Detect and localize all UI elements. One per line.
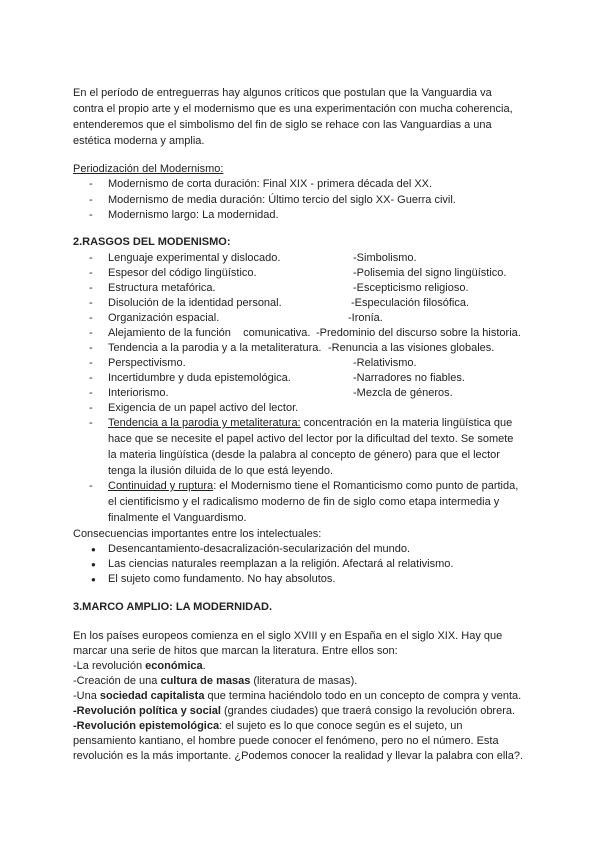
list-item: -Simbolismo.	[353, 252, 417, 264]
list-item: Las ciencias naturales reemplazan a la religión. Afectará al relativismo.	[108, 558, 454, 570]
intro-line-1: En el período de entreguerras hay algunos críticos que postulan que la Vanguardia va	[73, 87, 492, 99]
list-item: Tendencia a la parodia y a la metaliteratura.	[108, 342, 322, 354]
list-item: Disolución de la identidad personal.	[108, 297, 282, 309]
list-item: Incertidumbre y duda epistemológica.	[108, 372, 291, 384]
intro-line-3: entenderemos que el simbolismo del fin de siglo se rehace con las Vanguardias a una	[73, 119, 492, 131]
parodia-item	[108, 416, 512, 430]
section-2-heading: 2.RASGOS DEL MODENISMO:	[73, 236, 231, 248]
list-item: Lenguaje experimental y dislocado.	[108, 252, 281, 264]
list-item: -Predominio del discurso sobre la historia.	[316, 327, 521, 339]
list-item: -Especulación filosófica.	[351, 297, 470, 309]
parodia-text: concentración en la materia lingüística que	[300, 417, 513, 429]
consequences-heading: Consecuencias importantes entre los intelectuales:	[73, 528, 322, 540]
continuidad-label: Continuidad y ruptura	[108, 480, 214, 492]
section3-line-final: revolución es la más importante. ¿Podemos conocer la realidad y llevar la palabra con ella?.	[73, 750, 524, 762]
list-item: Alejamiento de la función comunicativa.	[108, 327, 311, 339]
section3-item-economica: -La revolución económica.	[73, 660, 206, 672]
list-item: Exigencia de un papel activo del lector.	[108, 402, 299, 414]
continuidad-text: : el Modernismo tiene el Romanticismo como punto de partida,	[213, 480, 519, 492]
section3-line-2: marcar una serie de hitos que marcan la literatura. Entre ellos son:	[73, 645, 398, 657]
list-item: -Ironía.	[348, 312, 383, 324]
list-item: -Mezcla de géneros.	[353, 387, 453, 399]
parodia-line-4: tenga la ilusión diluida de lo que está leyendo.	[108, 465, 334, 477]
continuidad-line-2: el cientificismo y el radicalismo moderno de fin de siglo como etapa intermedia y	[108, 496, 500, 508]
list-item: -Renuncia a las visiones globales.	[328, 342, 495, 354]
periodization-heading: Periodización del Modernismo:	[73, 163, 224, 175]
continuidad-line-3: finalmente el Vanguardismo.	[108, 512, 247, 524]
list-item: Desencantamiento-desacralización-secularización del mundo.	[108, 543, 411, 555]
intro-line-4: estética moderna y amplia.	[73, 135, 205, 147]
section3-line-1: En los países europeos comienza en el siglo XVIII y en España en el siglo XIX. Hay que	[73, 630, 503, 642]
list-item: -Relativismo.	[353, 357, 417, 369]
parodia-line-2: hace que se necesite el papel activo del lector por la dificultad del texto. Se somete	[108, 433, 514, 445]
section-3-heading: 3.MARCO AMPLIO: LA MODERNIDAD.	[73, 601, 273, 613]
list-item: -Narradores no fiables.	[353, 372, 465, 384]
list-item: Organización espacial.	[108, 312, 220, 324]
continuidad-item	[108, 479, 518, 493]
list-item: Modernismo largo: La modernidad.	[108, 209, 279, 221]
list-item: -Escepticismo religioso.	[353, 282, 469, 294]
section3-item-masas: -Creación de una cultura de masas (literatura de masas).	[73, 675, 358, 687]
list-item: Interiorismo.	[108, 387, 169, 399]
list-item: Espesor del código lingüístico.	[108, 267, 257, 279]
parodia-line-3: la materia lingüística (desde la palabra al concepto de género) para que el lector	[108, 449, 500, 461]
list-item: El sujeto como fundamento. No hay absolutos.	[108, 573, 336, 585]
list-item: Estructura metafórica.	[108, 282, 216, 294]
section3-line-kant: pensamiento kantiano, el hombre puede conocer el fenómeno, pero no el número. Esta	[73, 735, 499, 747]
intro-line-2: contra el propio arte y el modernismo que es una experimentación con mucha coherencia,	[73, 103, 513, 115]
list-item: Modernismo de media duración: Último tercio del siglo XX- Guerra civil.	[108, 194, 456, 206]
list-item: Modernismo de corta duración: Final XIX - primera década del XX.	[108, 178, 433, 190]
document-page: En el período de entreguerras hay algunos críticos que postulan que la Vanguardia va contra el propio arte y el modernismo que es una experimentación con mucha coherencia, entenderemos que el simbolismo del fin de siglo se rehace con las Vanguardias a una estética moderna y amplia. Periodización del Modernismo: - Modernismo de corta duración: Final XIX - primera década del XX. - Modernismo de media duración: Último tercio del siglo XX- Guerra civil. - Modernismo largo: La modernidad. 2.RASGOS DEL MODENISMO: - Lenguaje experimental y dislocado. -Simbolismo. - Espesor del código lingüístico. -Polisemia del signo lingüístico. - Estructura metafórica. -Escepticismo religioso. - Disolución de la identidad personal. -Especulación filosófica. - Organización espacial. -Ironía. - Alejamiento de la función comunicativa. -Predominio del discurso sobre la historia. - Tendencia a la parodia y a la metaliteratura. -Renuncia a las visiones globales. - Perspectivismo. -Relativismo. - Incertidumbre y duda epistemológica. -Narradores no fiables. - Interiorismo. -Mezcla de géneros. - Exigencia de un papel activo del lector. - Tendencia a la parodia y metaliteratura: concentración en la materia lingüística que hace que se necesite el papel activo del lector por la dificultad del texto. Se somete la materia lingüística (desde la palabra al concepto de género) para que el lector tenga la ilusión diluida de lo que está leyendo. - Continuidad y ruptura: el Modernismo tiene el Romanticismo como punto de partida, el cientificismo y el radicalismo moderno de fin de siglo como etapa intermedia y finalmente el Vanguardismo. Consecuencias importantes entre los intelectuales: ● Desencantamiento-desacralización-secularización del mundo. ● Las ciencias naturales reemplazan a la religión. Afectará al relativismo. ● El sujeto como fundamento. No hay absolutos. 3.MARCO AMPLIO: LA MODERNIDAD. En los países europeos comienza en el siglo XVIII y en España en el siglo XIX. Hay que marcar una serie de hitos que marcan la literatura. Entre ellos son: -La revolución económica. -Creación de una cultura de masas (literatura de masas). -Una sociedad capitalista que termina haciéndolo todo en un concepto de compra y venta. -Revolución política y social (grandes ciudades) que traerá consigo la revolución obrera. -Revolución epistemológica: el sujeto es lo que conoce según es el sujeto, un pensamiento kantiano, el hombre puede conocer el fenómeno, pero no el número. Esta revolución es la más importante. ¿Podemos conocer la realidad y llevar la palabra con ella?.	[73, 87, 524, 762]
section3-item-epistemologica: -Revolución epistemológica: el sujeto es lo que conoce según es el sujeto, un	[73, 720, 463, 732]
list-item: Perspectivismo.	[108, 357, 186, 369]
section3-item-capitalista: -Una sociedad capitalista que termina haciéndolo todo en un concepto de compra y venta.	[73, 690, 522, 702]
list-item: -Polisemia del signo lingüístico.	[353, 267, 507, 279]
section3-item-politica: -Revolución política y social (grandes ciudades) que traerá consigo la revolución obrera.	[73, 705, 516, 717]
parodia-label: Tendencia a la parodia y metaliteratura:	[108, 417, 301, 429]
